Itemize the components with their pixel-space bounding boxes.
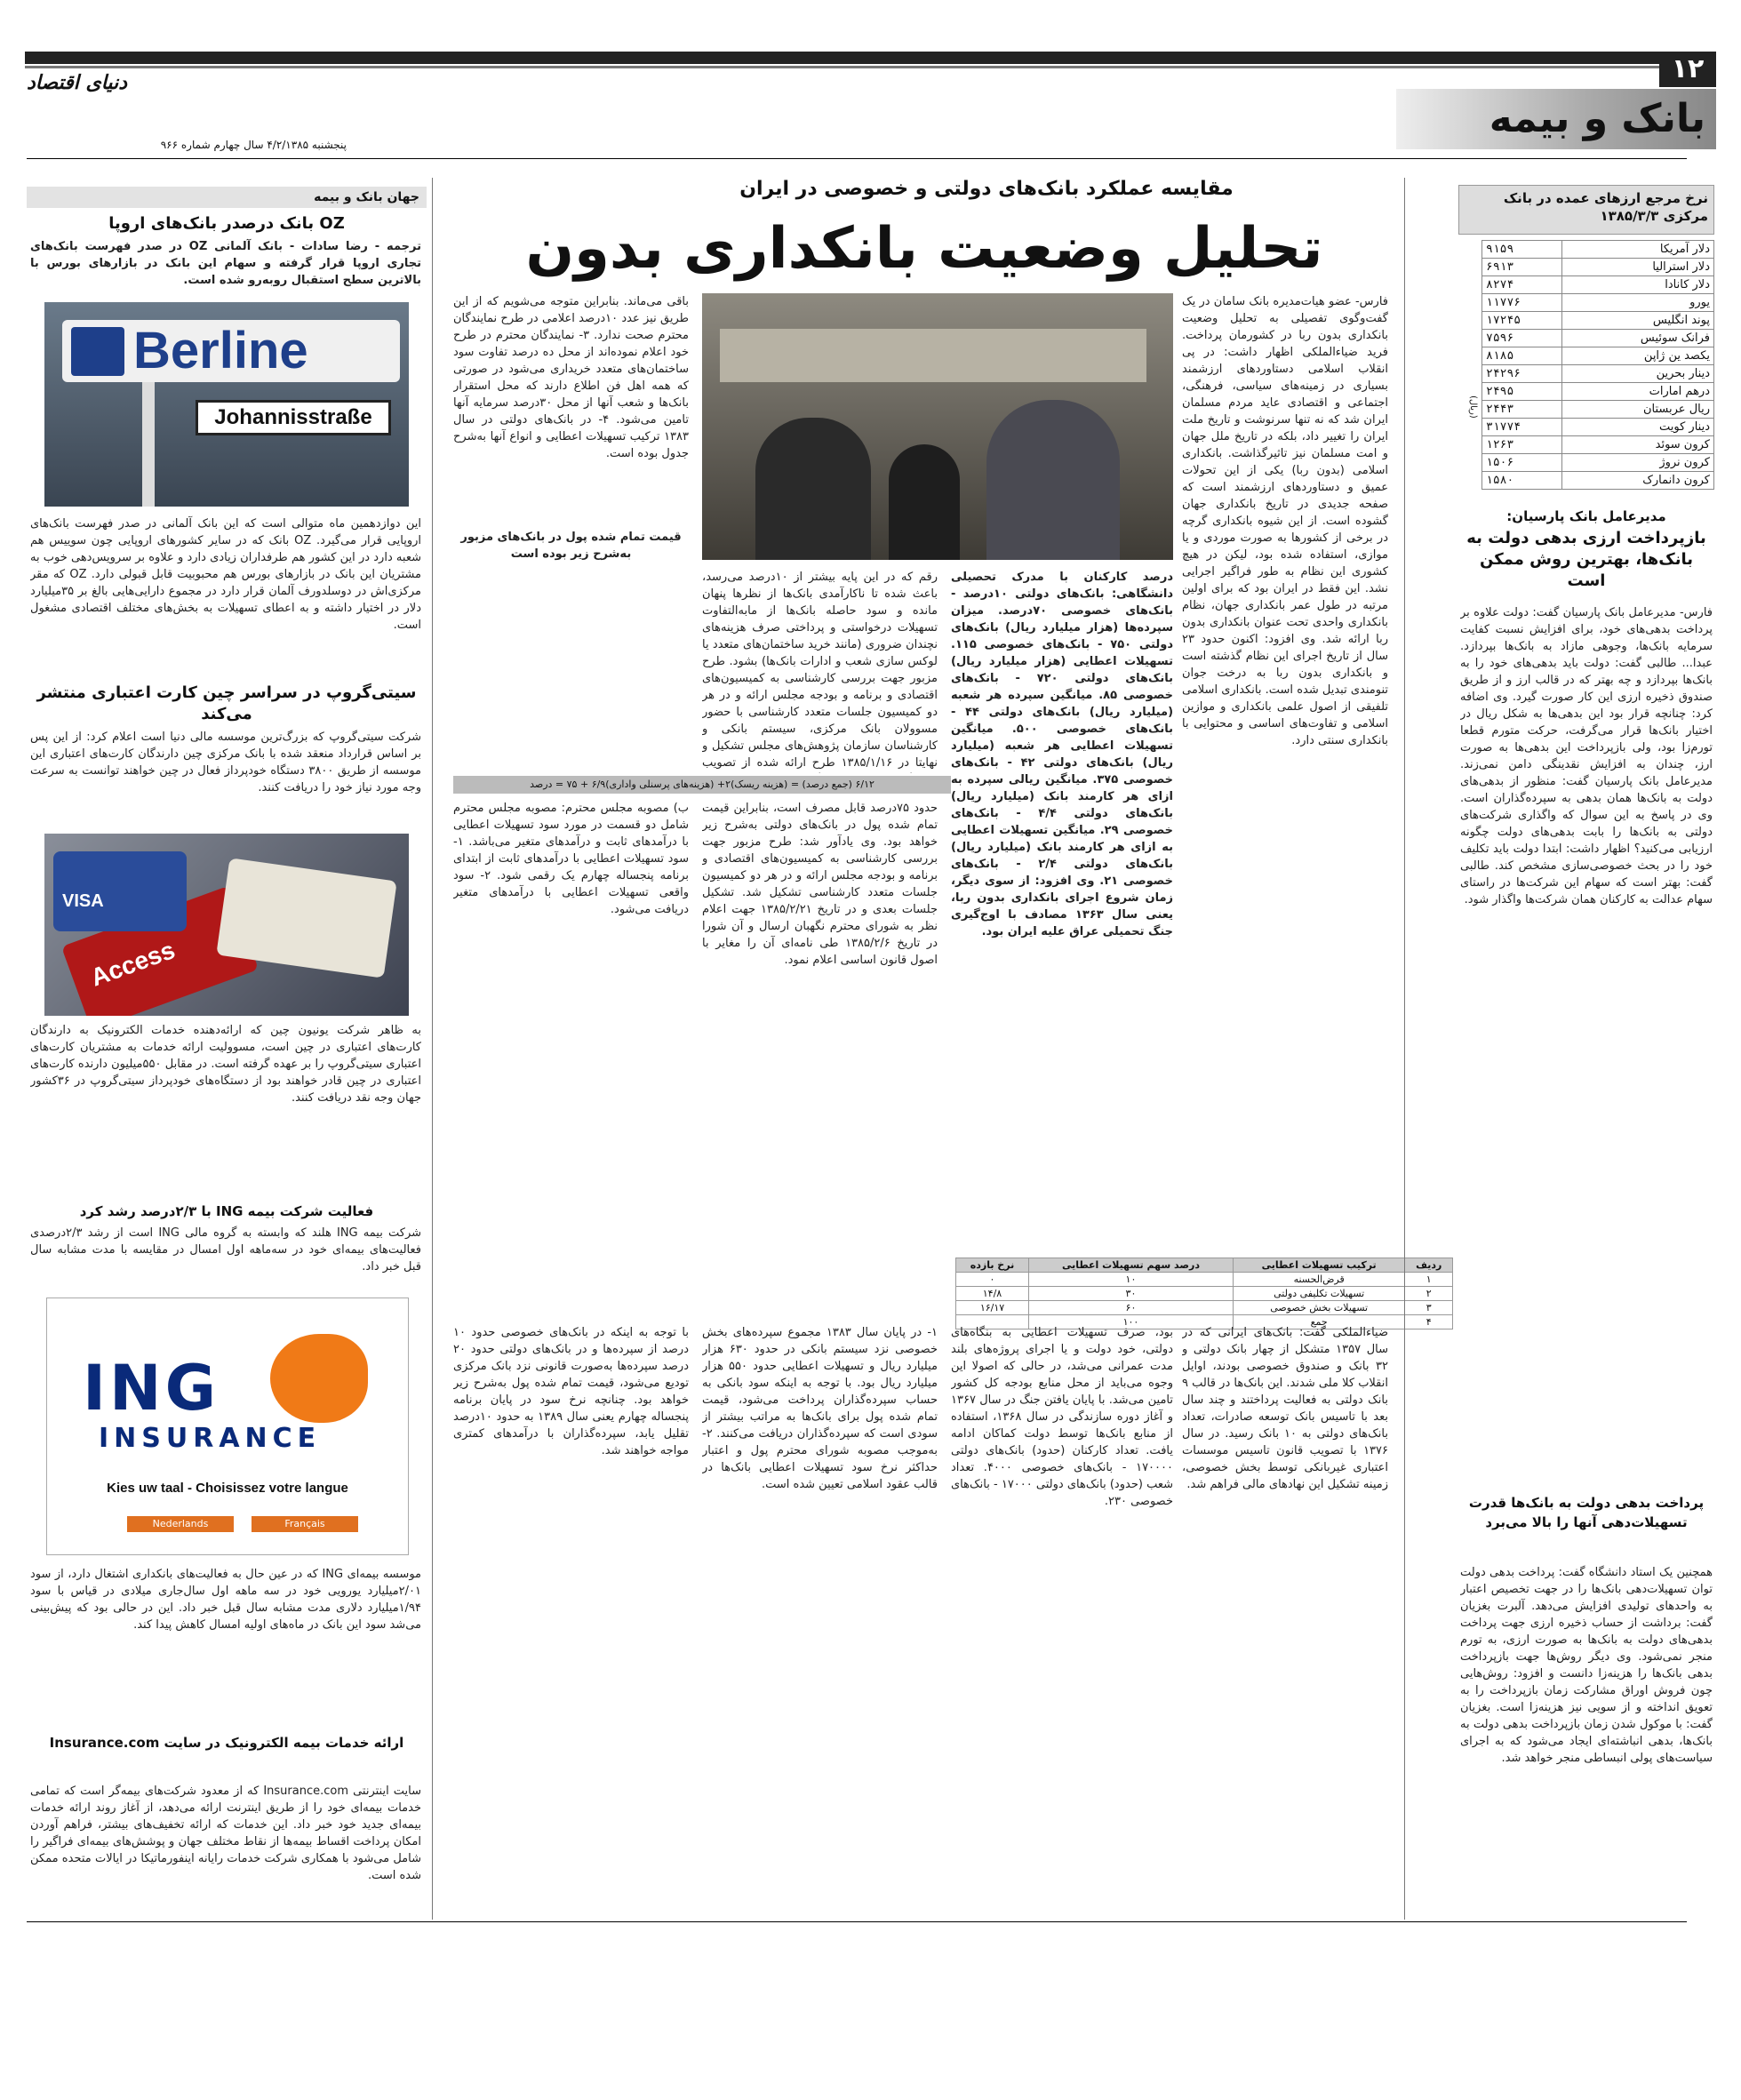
credit-cards-photo — [44, 834, 409, 1016]
citigroup-story-body: شرکت سیتی‌گروپ که بزرگ‌ترین موسسه مالی دنیا است اعلام کرد: از این پس بر اساس قرارداد منعقد شده با بانک مرکزی چین دارندگان کارت‌های اعتباری این موسسه از طریق ۳۸۰۰ دستگاه خودپرداز فعال در چین خواهند توانست به سرعت وجه مورد نیاز خود را دریافت کنند. — [30, 731, 421, 794]
rates-title: نرخ مرجع ارزهای عمده در بانک مرکزی ۱۳۸۵/۳/۳ — [1458, 185, 1714, 235]
section-title: بانک و بیمه — [1489, 96, 1705, 141]
cell: تسهیلات تکلیفی دولتی — [1233, 1287, 1405, 1301]
exchange-rates-box — [1458, 185, 1714, 490]
cell: جمع — [1233, 1315, 1405, 1329]
ing-insurance-ad[interactable] — [46, 1298, 409, 1555]
currency-rate: ۱۷۲۴۵ — [1482, 312, 1562, 330]
insurance-com-title: ارائه خدمات بیمه الکترونیک در سایت Insurance.com — [49, 1735, 404, 1751]
ing-story-body: شرکت بیمه ING هلند که وابسته به گروه مالی ING است از رشد ۲/۳درصدی فعالیت‌های بیمه‌ای خود در سه‌ماهه اول امسال در مقایسه با مدت مشابه سال قبل خبر داد. — [30, 1226, 421, 1274]
rate-row — [1482, 259, 1714, 276]
currency-name: دلار آمریکا — [1562, 241, 1714, 259]
lead-col-3b: حدود ۷۵درصد قابل مصرف است، بنابراین قیمت تمام شده پول در بانک‌های دولتی به‌شرح زیر خواهد بود. وی یادآور شد: طرح مزبور جهت بررسی کارشناسی به کمیسیون‌های اقتصادی و برنامه و بودجه مجلس ارائه و در هر دو کمیسیون جلسات متعدد کارشناسی تشکیل شد. تشکیل جلسات بعدی و در تاریخ ۱۳۸۵/۲/۲۱ جهت اعلام نظر به شورای محترم نگهبان ارسال و آن شورا در تاریخ ۱۳۸۵/۲/۶ طی نامه‌ای آن را مغایر با اصول قانون اساسی اعلام نمود. — [702, 802, 938, 967]
currency-name: کرون دانمارک — [1562, 472, 1714, 490]
rate-row — [1482, 365, 1714, 383]
oz-story-byline: ترجمه - رضا سادات - بانک آلمانی OZ در صدر فهرست بانک‌های تجاری اروپا قرار گرفته و سهام این بانک در بازارهای بورس با بالاترین سطح استقبال روبه‌رو شده است. — [30, 240, 421, 287]
cell: ۱۰۰ — [1028, 1315, 1233, 1329]
sign-pole — [142, 382, 155, 507]
bottom-rule — [27, 1921, 1687, 1922]
rate-row — [1482, 454, 1714, 472]
counter-shelves — [720, 329, 1146, 382]
rate-row — [1482, 383, 1714, 401]
lion-icon — [270, 1334, 368, 1423]
currency-name: ریال عربستان — [1562, 401, 1714, 419]
citigroup-story-body-2: به ظاهر شرکت یونیون چین که ارائه‌دهنده خدمات الکترونیک به دارندگان کارت‌های اعتباری در چین است، مسوولیت ارائه خدمات به مشتریان کارت‌های اعتباری سیتی‌گروپ را بر عهده گرفته است. در مقابل ۵۵۰میلیون دارنده کارت‌های اعتباری در چین قادر خواهند بود از دستگاه‌های خودپرداز سیتی‌گروپ در ۳۶کشور جهان وجه نقد دریافت کنند. — [30, 1024, 421, 1105]
parsian-story-kicker: مدیرعامل بانک پارسیان: — [1506, 508, 1666, 524]
currency-name: دینار بحرین — [1562, 365, 1714, 383]
currency-rate: ۱۱۷۷۶ — [1482, 294, 1562, 312]
rate-row — [1482, 276, 1714, 294]
rate-row — [1482, 419, 1714, 436]
lead-col-2b: بود، صرف تسهیلات اعطایی به بنگاه‌های دولتی، خود دولت و یا اجرای پروژه‌های بلند مدت عمرانی می‌شد، در حالی که اصولا این وجوه می‌باید از محل منابع بودجه کل کشور تامین می‌شد. با پایان یافتن جنگ در سال ۱۳۶۷ و آغاز دوره سازندگی در سال ۱۳۶۸، استفاده از منابع بانک‌ها توسط دولت کماکان ادامه یافت. تعداد کارکنان (حدود) بانک‌های دولتی ۱۷۰۰۰۰ - بانک‌های خصوصی ۴۰۰۰. تعداد شعب (حدود) بانک‌های دولتی ۱۷۰۰۰ - بانک‌های خصوصی ۲۳۰. — [951, 1326, 1173, 1508]
berline-photo — [44, 302, 409, 507]
loan-composition-table — [955, 1258, 1453, 1329]
cost-formula: ۶/۱۲ (جمع درصد) = (هزینه ریسک)۲+ (هزینه‌های پرسنلی واداری)۶/۹ + ۷۵ = درصد — [453, 776, 951, 794]
lead-col-1b: ضیاءالملکی گفت: بانک‌های ایرانی که در سال ۱۳۵۷ متشکل از چهار بانک دولتی و ۳۲ بانک و صندوق خصوصی بودند، اوایل انقلاب کلا ملی شدند. این بانک‌ها در قالب ۹ بانک دولتی به فعالیت پرداختند و چند سال بعد با تاسیس بانک توسعه صادرات، تعداد بانک‌های دولتی به ۱۰ بانک رسید. در سال ۱۳۷۶ با تصویب قانون تاسیس موسسات اعتباری غیربانکی توسط بخش خصوصی، زمینه تشکیل این نهادهای مالی فراهم شد. — [1182, 1326, 1388, 1491]
rate-row — [1482, 312, 1714, 330]
rate-row — [1482, 472, 1714, 490]
nederlands-button[interactable]: Nederlands — [127, 1516, 234, 1532]
currency-rate: ۸۱۸۵ — [1482, 347, 1562, 365]
rate-row — [1482, 241, 1714, 259]
cell: ۳ — [1405, 1301, 1453, 1315]
currency-rate: ۲۴۹۵ — [1482, 383, 1562, 401]
currency-rate: ۹۱۵۹ — [1482, 241, 1562, 259]
currency-name: دلار استرالیا — [1562, 259, 1714, 276]
ing-subtitle: INSURANCE — [99, 1423, 322, 1454]
date-line: پنجشنبه ۴/۲/۱۳۸۵ سال چهارم شماره ۹۶۶ — [160, 139, 347, 151]
street-sign: Johannisstraße — [196, 400, 391, 435]
ing-story-body-2: موسسه بیمه‌ای ING که در عین حال به فعالیت‌های بانکداری اشتغال دارد، از سود ۲/۰۱میلیارد یورویی خود در سه ماهه اول سال‌جاری میلادی در قیاس با سود ۱/۹۴میلیارد دلاری مدت مشابه سال قبل خبر داد. این در حالی بود که پیش‌بینی می‌شد سود این بانک در ماه‌های اولیه امسال کاهش پیدا کند. — [30, 1568, 421, 1632]
lead-col-3: رقم که در این پایه بیشتر از ۱۰درصد می‌رسد، باعث شده تا ناکارآمدی بانک‌ها از نظرها پنهان مانده و سود حاصله بانک‌ها از مابه‌التفاوت تسهیلات درخواستی و پرداختی صرف هزینه‌های نچندان ضروری (مانند خرید ساختمان‌های متعدد یا لوکس سازی شعب و ادارات بانک‌ها) بشود. طرح مزبور جهت بررسی کارشناسی به کمیسیون‌های اقتصادی و برنامه و بودجه مجلس ارائه و در هر دو کمیسیون جلسات متعدد کارشناسی با حضور مسوولان بانک مرکزی، سیستم بانکی و کارشناسان سازمان پژوهش‌های مجلس تشکیل و نهایتا در ۱۳۸۵/۱/۱۶ طرح ارائه شده از تصویب — [702, 571, 938, 770]
currency-rate: ۱۵۸۰ — [1482, 472, 1562, 490]
rate-row — [1482, 330, 1714, 347]
masthead-rule — [27, 158, 1687, 159]
currency-rate: ۶۹۱۳ — [1482, 259, 1562, 276]
rates-table — [1481, 240, 1714, 490]
bank-interior-photo — [702, 293, 1173, 560]
currency-rate: ۳۱۷۷۴ — [1482, 419, 1562, 436]
lead-headline: تحلیل وضعیت بانکداری بدون — [525, 216, 1323, 282]
lead-col-4: باقی می‌ماند. بنابراین متوجه می‌شویم که از این طریق نیز عدد ۱۰درصد اعلامی در طرح نمایندگان محترم صحت ندارد. ۳- نمایندگان محترم در طرح خود اعلام نموده‌اند از محل ده درصد تفاوت سود ساختمان‌های متعدد خریداری می‌شود در صورتی که همه اهل فن اطلاع دارند که محل استقرار بانک‌ها و شعب آنها از محل ۳۰درصد سرمایه آنها تامین می‌شود. ۴- در بانک‌های دولتی در سال ۱۳۸۳ ترکیب تسهیلات اعطایی و انواع آنها به‌شرح جدول بوده است. — [453, 295, 689, 460]
citigroup-story-title: سیتی‌گروپ در سراسر چین کارت اعتباری منتشر می‌کند — [36, 683, 417, 723]
top-rule-thin — [25, 66, 1687, 68]
cell: ۱۶/۱۷ — [956, 1301, 1029, 1315]
column-rule-right — [1404, 178, 1405, 1920]
th-share: درصد سهم تسهیلات اعطایی — [1028, 1258, 1233, 1273]
lead-col-3c: ۱- در پایان سال ۱۳۸۳ مجموع سپرده‌های بخش خصوصی نزد سیستم بانکی در حدود ۶۳۰ هزار میلیارد ریال و تسهیلات اعطایی حدود ۵۵۰ هزار میلیارد ریال بود. با توجه به اینکه سود بانکی به حساب سپرده‌گذاران پرداخت می‌شود، قیمت تمام شده پول برای بانک‌ها به مراتب بیشتر از سودی است که سپرده‌گذاران دریافت می‌کنند. ۲- به‌موجب مصوبه شورای محترم پول و اعتبار حداکثر نرخ سود تسهیلات اعطایی بانک‌ها در قالب عقود اسلامی تعیین شده است. — [702, 1326, 938, 1491]
world-section-header: جهان بانک و بیمه — [27, 187, 427, 208]
rate-row — [1482, 436, 1714, 454]
currency-rate: ۱۲۶۳ — [1482, 436, 1562, 454]
francais-button[interactable]: Français — [252, 1516, 358, 1532]
person-1 — [755, 418, 871, 560]
debt-story-body: همچنین یک استاد دانشگاه گفت: پرداخت بدهی دولت توان تسهیلات‌دهی بانک‌ها را در جهت تخصیص اعتبار به واحدهای تولیدی افزایش می‌دهد. آلبرت بغزیان گفت: برداشت از حساب ذخیره ارزی جهت پرداخت بدهی‌های دولت به بانک‌ها به صورت ارزی، به تورم منجر نمی‌شود. وی دیگر روش‌ها جهت بازپرداخت بدهی بانک‌ها را هزینه‌زا دانست و افزود: روش‌هایی چون فروش اوراق مشارکت زمان بازپرداخت را به تعویق انداخته و از سویی نیز هزینه‌زا است. بغزیان گفت: با موکول شدن زمان بازپرداخت بدهی دولت به بانک‌ها، بدهی انباشته‌ای ایجاد می‌شود که به اجرای سیاست‌های پولی انبساطی منجر خواهد شد. — [1460, 1566, 1713, 1765]
rates-unit: (ریال) — [1468, 395, 1478, 419]
access-card: Access — [61, 886, 259, 1016]
rate-row — [1482, 294, 1714, 312]
cell: ۰ — [956, 1273, 1029, 1287]
ing-tagline: Kies uw taal - Choisissez votre langue — [107, 1481, 348, 1496]
cell: قرض‌الحسنه — [1233, 1273, 1405, 1287]
currency-name: کرون نروژ — [1562, 454, 1714, 472]
currency-name: یکصد ین ژاپن — [1562, 347, 1714, 365]
currency-rate: ۲۴۲۹۶ — [1482, 365, 1562, 383]
berline-sign: Berline — [62, 320, 400, 382]
parsian-story-title: بازپرداخت ارزی بدهی دولت به بانک‌ها، بهترین روش ممکن است — [1466, 529, 1706, 590]
currency-rate: ۷۵۹۶ — [1482, 330, 1562, 347]
rate-row — [1482, 347, 1714, 365]
currency-rate: ۱۵۰۶ — [1482, 454, 1562, 472]
lead-col-2: درصد کارکنان با مدرک تحصیلی دانشگاهی: بانک‌های دولتی ۱۰درصد - بانک‌های خصوصی ۷۰درصد. میزان سپرده‌ها (هزار میلیارد ریال) بانک‌های دولتی ۷۵۰ - بانک‌های خصوصی ۱۱۵. تسهیلات اعطایی (هزار میلیارد ریال) بانک‌های دولتی ۷۲۰ - بانک‌های خصوصی ۸۵. میانگین سپرده هر شعبه (میلیارد ریال) بانک‌های دولتی ۴۴ - بانک‌های خصوصی ۵۰۰. میانگین تسهیلات اعطایی هر شعبه (میلیارد ریال) بانک‌های دولتی ۴۲ - بانک‌های خصوصی ۳۷۵. میانگین ریالی سپرده به ازای هر کارمند بانک (میلیارد ریال) بانک‌های دولتی ۴/۴ - بانک‌های خصوصی ۲۹. میانگین تسهیلات اعطایی به ازای هر کارمند بانک (میلیارد ریال) بانک‌های دولتی ۲/۴ - بانک‌های خصوصی ۲۱. وی افزود: از سوی دیگر، زمان شروع اجرای بانکداری بدون ربا، یعنی سال ۱۳۶۳ مصادف با اوج‌گیری جنگ تحمیلی عراق علیه ایران بود. — [951, 571, 1173, 938]
person-3 — [889, 444, 960, 560]
lead-col-4-subhead: قیمت تمام شده پول در بانک‌های مزبور به‌شرح زیر بوده است — [460, 531, 682, 561]
insurance-com-body: سایت اینترنتی Insurance.com که از معدود شرکت‌های بیمه‌گر است که تمامی خدمات بیمه‌ای خود را از طریق اینترنت ارائه می‌دهد، از آغاز روند ارائه خدمات بیمه‌ای جدید خود خبر داد. این خدمات که ارائه تخفیف‌های بیشتر، فراهم آوردن امکان پرداخت اقساط بیمه‌ها از نقاط مختلف جهان و پوشش‌های بیمه‌ای فراگیر را شامل می‌شود با همکاری شرکت خدمات رایانه اینفورماتیکا در ایالات متحده ممکن شده است. — [30, 1785, 421, 1882]
lead-col-1: فارس- عضو هیات‌مدیره بانک سامان در یک گفت‌وگوی تفصیلی به تحلیل وضعیت بانکداری بدون ربا در کشورمان پرداخت. فرید ضیاءالملکی اظهار داشت: در پی انقلاب اسلامی دستاوردهای ارزشمند بسیاری در زمینه‌های سیاسی، فرهنگی، اجتماعی و اقتصادی عاید مردم مسلمان ایران شد که نه تنها سرنوشت و تاریخ ملت ایران را تغییر داد، بلکه در تاریخ ملل جهان و امت مسلمان نیز تاثیرگذاشت. بانکداری اسلامی (بدون ربا) یکی از این تحولات عمیق و دستاوردهای ارزشمند است که صفحه جدیدی در تاریخ بانکداری جهان گشوده است. از این شیوه بانکداری گرچه در برخی از کشورها به صورت موردی و یا موازی، استفاده شده بود، لیکن در هیچ کشوری این نظام به طور فراگیر اجرایی نشد. این فقط در ایران بود که برای اولین مرتبه در طول عمر بانکداری جهان، نظام بانکداری واحدی تحت عنوان بانکداری بدون ربا ارائه شد. وی افزود: اکنون حدود ۲۳ سال از تاریخ اجرای این نظام گذشته است و بانکداری بدون ربا به درخت جوان تنومندی تبدیل شده است. بانکداری اسلامی تلفیقی از اصول علمی بانکداری و موازین اسلامی و تفاوت‌های اساسی و محتوایی با بانکداری سنتی دارد. — [1182, 295, 1388, 747]
column-rule — [432, 178, 433, 1920]
cell: ۲ — [1405, 1287, 1453, 1301]
person-2 — [986, 400, 1120, 560]
currency-name: دلار کانادا — [1562, 276, 1714, 294]
cell: ۱ — [1405, 1273, 1453, 1287]
cell: ۱۴/۸ — [956, 1287, 1029, 1301]
currency-name: پوند انگلیس — [1562, 312, 1714, 330]
currency-name: کرون سوئد — [1562, 436, 1714, 454]
table-row — [956, 1287, 1453, 1301]
th-composition: ترکیب تسهیلات اعطایی — [1233, 1258, 1405, 1273]
visa-card: VISA — [53, 851, 187, 931]
ing-story-title: فعالیت شرکت بیمه ING با ۲/۳درصد رشد کرد — [79, 1203, 374, 1219]
lead-kicker: مقایسه عملکرد بانک‌های دولتی و خصوصی در ایران — [739, 178, 1234, 200]
cell: تسهیلات بخش خصوصی — [1233, 1301, 1405, 1315]
currency-name: یورو — [1562, 294, 1714, 312]
rate-row — [1482, 401, 1714, 419]
cell: ۱۰ — [1028, 1273, 1233, 1287]
page-number: ۱۲ — [1659, 52, 1716, 87]
currency-name: فرانک سوئیس — [1562, 330, 1714, 347]
th-return: نرخ بازده — [956, 1258, 1029, 1273]
table-row — [956, 1301, 1453, 1315]
currency-rate: ۲۴۴۳ — [1482, 401, 1562, 419]
currency-name: درهم امارات — [1562, 383, 1714, 401]
oz-story-body: این دوازدهمین ماه متوالی است که این بانک آلمانی در صدر فهرست بانک‌های اروپایی قرار می‌گیرد. OZ بانک که در سایر کشورهای اروپایی چون سوییس هم شعبه دارد در این کشور هم طرفداران زیادی دارد و علاوه بر سرویس‌دهی خوب به مشتریان این بانک در بازارهای بورس هم محبوبیت قابل قبولی دارد. OZ که مقر مرکزی‌اش در دوسلدورف آلمان قرار دارد در مجموع دارایی‌هایی بالغ بر ۳۵میلیارد دلار در اختیار داشته و به اعطای تسهیلات به بخش‌های مختلف اقتصادی مشغول است. — [30, 517, 421, 632]
cell: ۳۰ — [1028, 1287, 1233, 1301]
site-logo: دنیای اقتصاد — [27, 71, 127, 94]
currency-name: دینار کویت — [1562, 419, 1714, 436]
oz-story-title: OZ بانک درصدر بانک‌های اروپا — [108, 214, 345, 233]
table-row — [956, 1273, 1453, 1287]
cell: ۴ — [1405, 1315, 1453, 1329]
logo-icon — [71, 327, 124, 376]
top-rule — [25, 52, 1687, 64]
currency-rate: ۸۲۷۴ — [1482, 276, 1562, 294]
lead-col-4c: با توجه به اینکه در بانک‌های خصوصی حدود ۱۰ درصد از سپرده‌ها و در بانک‌های دولتی حدود ۲۰ درصد سپرده‌ها به‌صورت قانونی نزد بانک مرکزی تودیع می‌شود، قیمت تمام شده پول به‌شرح زیر خواهد بود. چنانچه نرخ سود در پایان برنامه پنجساله چهارم یعنی سال ۱۳۸۹ به حدود ۱۰درصد تقلیل یابد، سپرده‌گذاران با درآمدهای کمتری مواجه خواهند شد. — [453, 1326, 689, 1457]
parsian-story-body: فارس- مدیرعامل بانک پارسیان گفت: دولت علاوه بر پرداخت بدهی‌های خود، برای افزایش نسبت کفایت سرمایه بانک‌ها، وجوهی مازاد به بانک‌ها بپردازد. عبدا... طالبی گفت: دولت باید بدهی‌های خود را به بانک‌ها بپردازد و چه بهتر که در قالب ارز و از طریق صندوق ذخیره ارزی این کار صورت گیرد. وی اضافه کرد: چنانچه قرار بود این بدهی‌ها به شکل ریال در اختیار بانک‌ها قرار می‌گرفت، حرکت متورم قطعا تورم‌زا بود، ولی بازپرداخت این بدهی‌ها به صورت ارز، چندان به افزایش نقدینگی دامن نمی‌زند. مدیرعامل بانک پارسیان گفت: منظور از بدهی‌های دولت به بانک‌ها همان بدهی به سپرده‌گذاران است. وی در پاسخ به این سوال که واگذاری شرکت‌های دولتی به بانک‌ها را بابت بدهی‌های دولت چگونه ارزیابی می‌کنید؟ اظهار داشت: ابتدا دولت باید تکلیف خود را در بحث خصوصی‌سازی مشخص کند. طالبی گفت: بهتر است که سهام این شرکت‌ها در راستای سهام عدالت به کارکنان همان شرکت‌ها واگذار شود. — [1460, 606, 1713, 906]
debt-story-title: پرداخت بدهی دولت به بانک‌ها قدرت تسهیلات‌دهی آنها را بالا می‌برد — [1468, 1495, 1705, 1530]
lead-col-4b: ب) مصوبه مجلس محترم: مصوبه مجلس محترم شامل دو قسمت در مورد سود تسهیلات اعطایی با درآمدهای ثابت و درآمدهای متغیر می‌باشد. ۱- سود تسهیلات اعطایی با درآمدهای ثابت از ابتدای برنامه پنجساله چهارم یک رقمی شود. ۲- سود واقعی تسهیلات اعطایی با درآمدهای متغیر دریافت می‌شود. — [453, 802, 689, 916]
th-row: ردیف — [1405, 1258, 1453, 1273]
cell: ۶۰ — [1028, 1301, 1233, 1315]
ing-logo: ING — [83, 1352, 220, 1425]
